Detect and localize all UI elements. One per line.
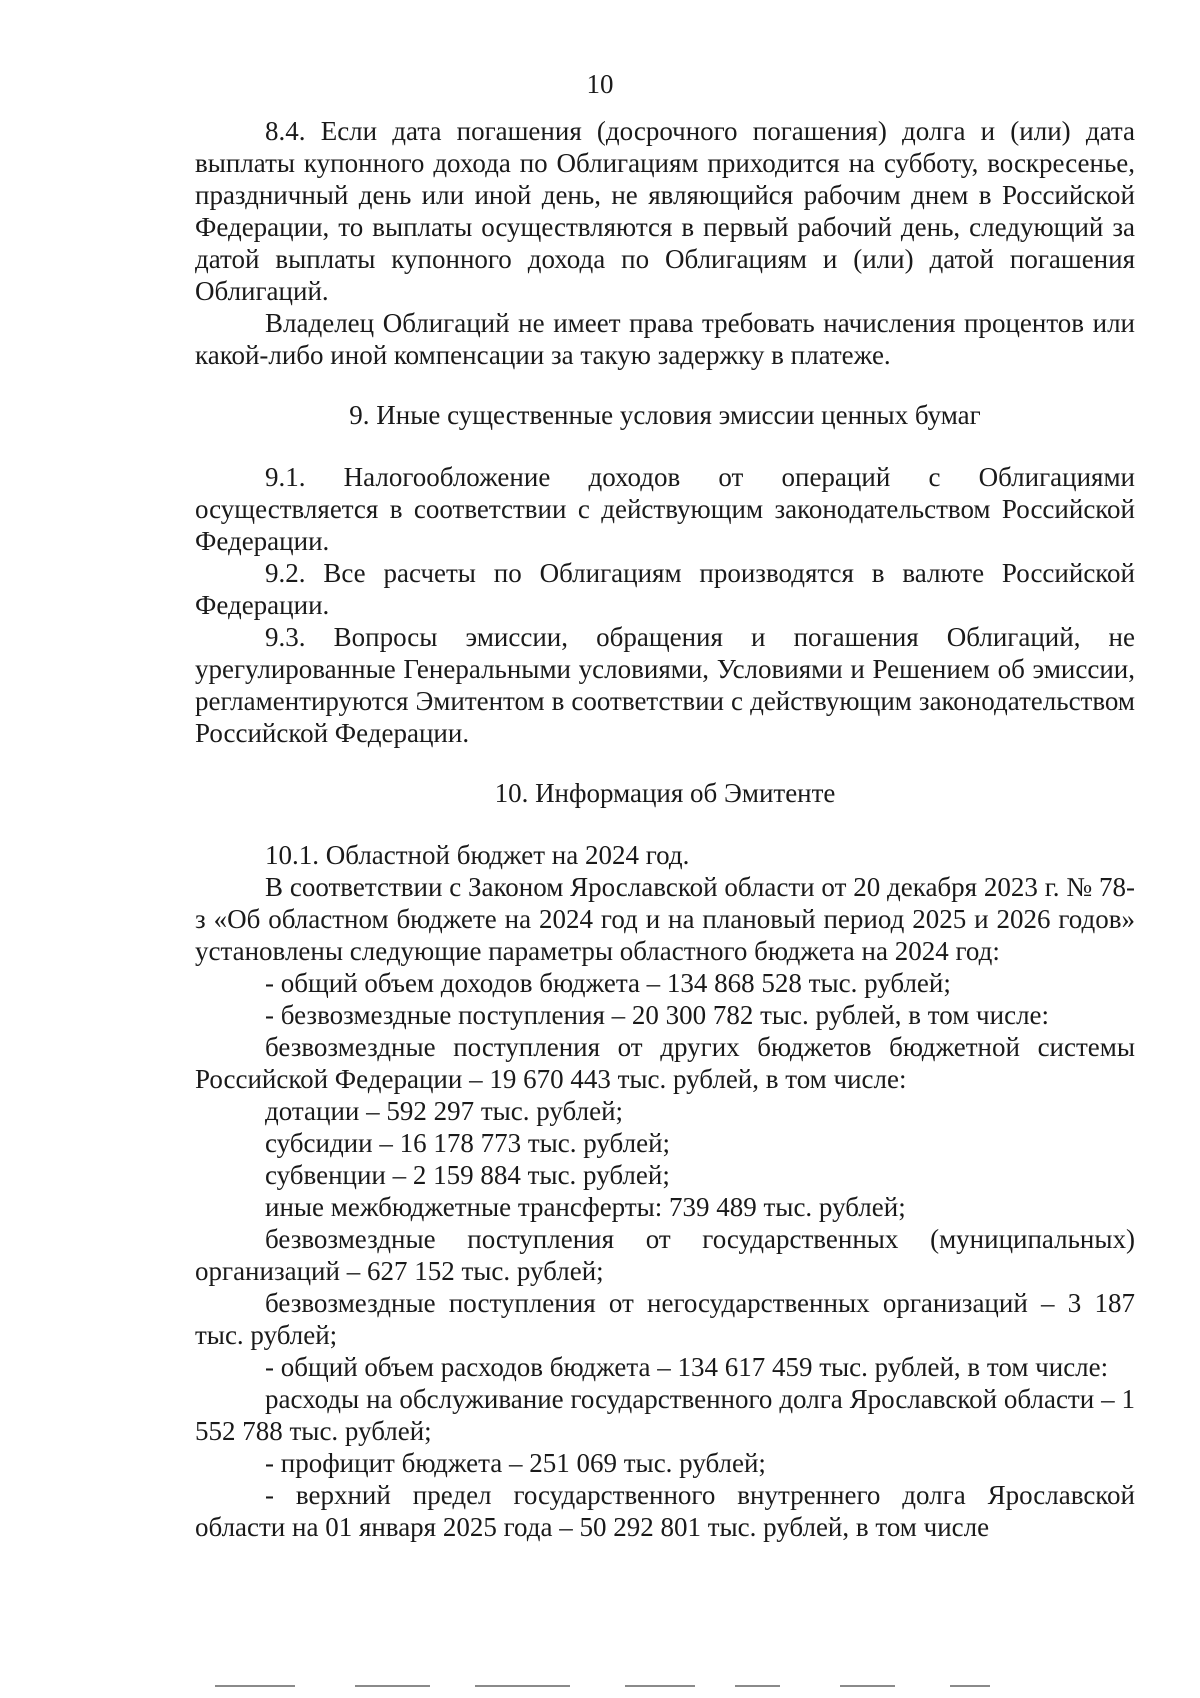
page-number: 10	[586, 69, 614, 99]
list-item-surplus: - профицит бюджета – 251 069 тыс. рублей;	[265, 1448, 766, 1478]
paragraph-budget-law: В соответствии с Законом Ярославской области от 20 декабря 2023 г. № 78-з «Об областном бюджете на 2024 год и на плановый период 2025 и 2026 годов» установлены следующие параметры областного бюджета на 2024 год:	[195, 872, 1135, 966]
section-10-heading: 10. Информация об Эмитенте	[494, 778, 836, 808]
paragraph-10-1: 10.1. Областной бюджет на 2024 год.	[265, 840, 690, 870]
list-item-free-receipts-budgets: безвозмездные поступления от других бюджетов бюджетной системы Российской Федерации – 19 670 443 тыс. рублей, в том числе:	[195, 1032, 1135, 1094]
paragraph-9-3: 9.3. Вопросы эмиссии, обращения и погашения Облигаций, не урегулированные Генеральными условиями, Условиями и Решением об эмиссии, регламентируются Эмитентом в соответствии с действующим законодательством Российской Федерации.	[195, 622, 1135, 748]
paragraph-8-4: 8.4. Если дата погашения (досрочного погашения) долга и (или) дата выплаты купонного дохода по Облигациям приходится на субботу, воскресенье, праздничный день или иной день, не являющийся рабочим днем в Российской Федерации, то выплаты осуществляются в первый рабочий день, следующий за датой выплаты купонного дохода по Облигациям и (или) датой погашения Облигаций.	[195, 116, 1135, 306]
list-item-free-receipts: - безвозмездные поступления – 20 300 782 тыс. рублей, в том числе:	[265, 1000, 1050, 1030]
list-item-income: - общий объем доходов бюджета – 134 868 528 тыс. рублей;	[265, 968, 951, 998]
list-item-subventions: субвенции – 2 159 884 тыс. рублей;	[265, 1160, 670, 1190]
list-item-debt-limit: - верхний предел государственного внутреннего долга Ярославской области на 01 января 2025 года – 50 292 801 тыс. рублей, в том числе	[195, 1480, 1135, 1542]
scan-artifact-lines	[0, 1683, 1200, 1689]
paragraph-9-2: 9.2. Все расчеты по Облигациям производятся в валюте Российской Федерации.	[195, 558, 1135, 620]
list-item-transfers: иные межбюджетные трансферты: 739 489 тыс. рублей;	[265, 1192, 906, 1222]
list-item-free-state: безвозмездные поступления от государственных (муниципальных) организаций – 627 152 тыс. рублей;	[195, 1224, 1135, 1286]
document-body	[195, 115, 1135, 1543]
list-item-dotations: дотации – 592 297 тыс. рублей;	[265, 1096, 624, 1126]
list-item-subsidies: субсидии – 16 178 773 тыс. рублей;	[265, 1128, 671, 1158]
list-item-debt-service: расходы на обслуживание государственного долга Ярославской области – 1 552 788 тыс. рублей;	[195, 1384, 1135, 1446]
list-item-free-nonstate: безвозмездные поступления от негосударственных организаций – 3 187 тыс. рублей;	[195, 1288, 1135, 1350]
list-item-expenses: - общий объем расходов бюджета – 134 617 459 тыс. рублей, в том числе:	[265, 1352, 1109, 1382]
paragraph-bond-owner: Владелец Облигаций не имеет права требовать начисления процентов или какой-либо иной компенсации за такую задержку в платеже.	[195, 308, 1135, 370]
paragraph-9-1: 9.1. Налогообложение доходов от операций с Облигациями осуществляется в соответствии с действующим законодательством Российской Федерации.	[195, 462, 1135, 556]
section-9-heading: 9. Иные существенные условия эмиссии ценных бумаг	[349, 400, 981, 430]
